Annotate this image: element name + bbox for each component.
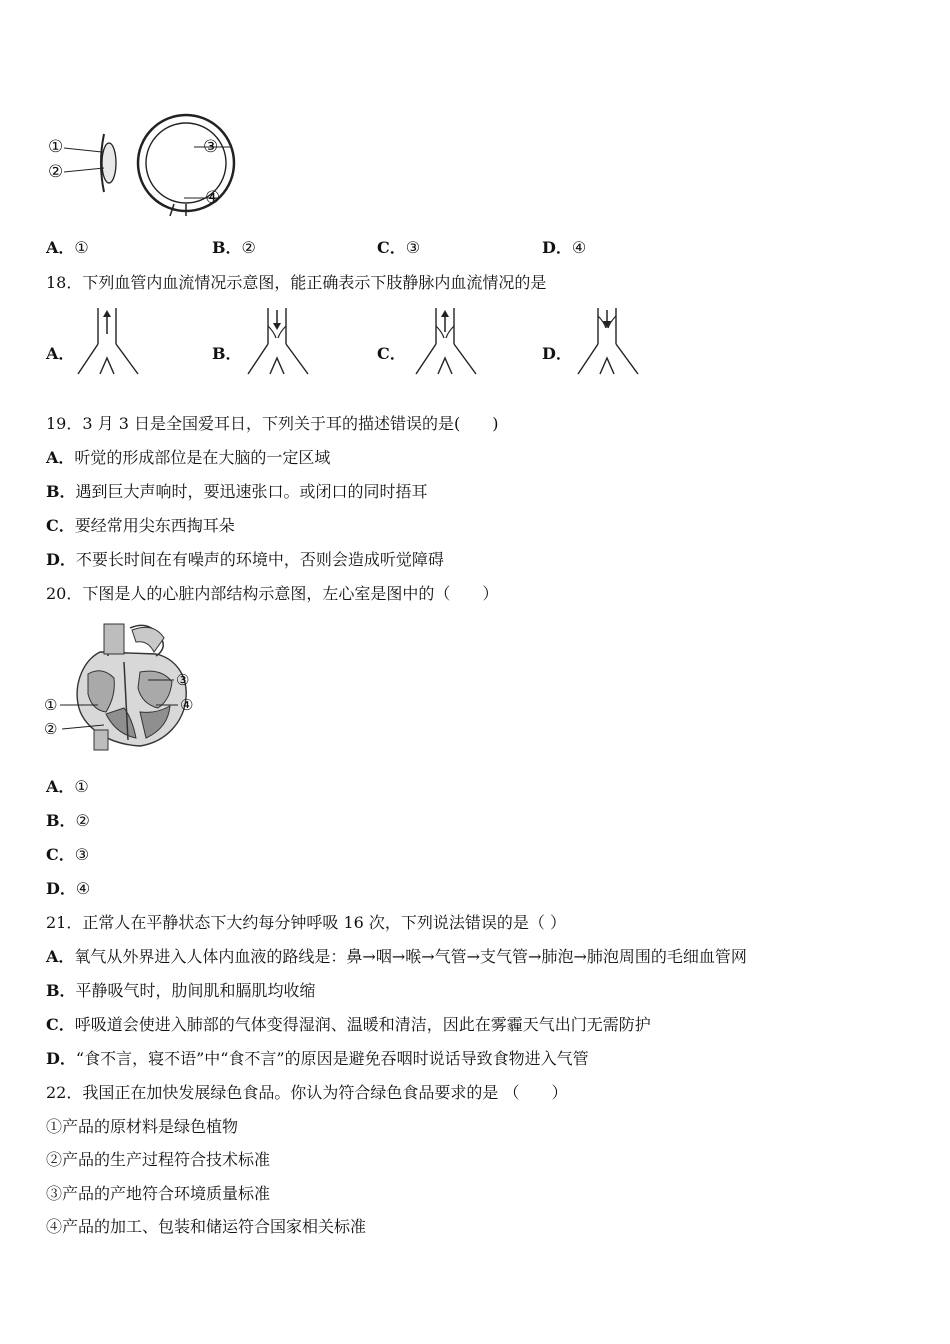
option-text: ① [74,777,89,796]
q22-item-1: ①产品的原材料是绿色植物 [46,1117,239,1136]
option-label: C． [46,516,75,535]
vein-diagram-c[interactable] [414,306,478,378]
q18-option-b[interactable]: B． [212,344,242,363]
option-text: 要经常用尖东西掏耳朵 [74,516,235,535]
vein-diagram-d[interactable] [576,306,640,378]
option-label: D． [46,550,76,569]
option-label: D． [46,1049,76,1068]
q20-stem: 20．下图是人的心脏内部结构示意图，左心室是图中的（ ） [46,584,499,603]
q21-option-a[interactable] [46,944,747,967]
eye-label-4: ④ [205,188,221,208]
q19-option-d[interactable] [46,547,444,570]
q22-stem: 22．我国正在加快发展绿色食品。你认为符合绿色食品要求的是 （ ） [46,1083,568,1102]
eye-label-2: ② [48,162,64,182]
option-text: 氧气从外界进入人体内血液的路线是：鼻→咽→喉→气管→支气管→肺泡→肺泡周围的毛细血管网 [74,947,747,966]
q20-option-c[interactable] [46,842,89,865]
option-text: ③ [74,845,90,864]
option-text: “食不言，寝不语”中“食不言”的原因是避免吞咽时说话导致食物进入气管 [75,1049,589,1068]
q17-option-a[interactable] [46,235,89,258]
option-label: A． [46,238,75,257]
heart-label-2: ② [44,720,58,738]
option-text: ④ [75,879,91,898]
q19-option-c[interactable] [46,513,235,536]
q20-option-d[interactable] [46,876,90,899]
option-text: ③ [405,238,421,257]
q20-option-a[interactable] [46,774,89,797]
q19-option-a[interactable] [46,445,330,468]
q21-stem: 21．正常人在平静状态下大约每分钟呼吸 16 次，下列说法错误的是（ ） [46,913,566,932]
q19-option-b[interactable] [46,479,428,502]
heart-label-4: ④ [180,696,194,714]
option-label: B． [46,811,76,830]
option-label: B． [212,238,242,257]
heart-label-1: ① [44,696,58,714]
option-text: 遇到巨大声响时，要迅速张口。或闭口的同时捂耳 [75,482,428,501]
option-text: 不要长时间在有噪声的环境中，否则会造成听觉障碍 [75,550,444,569]
option-text: ④ [571,238,587,257]
option-label: A． [46,777,75,796]
q17-option-d[interactable] [542,235,586,258]
option-text: ① [74,238,89,257]
q18-option-a[interactable]: A． [46,344,75,363]
option-label: C． [377,238,406,257]
option-text: 平静吸气时，肋间肌和膈肌均收缩 [75,981,316,1000]
q19-stem: 19．3 月 3 日是全国爱耳日，下列关于耳的描述错误的是( ) [46,414,499,433]
q18-option-d[interactable]: D． [542,344,572,363]
q20-option-b[interactable] [46,808,90,831]
q22-item-3: ③产品的产地符合环境质量标准 [46,1184,271,1203]
q18-stem: 18．下列血管内血流情况示意图，能正确表示下肢静脉内血流情况的是 [46,273,547,292]
option-label: D． [542,238,572,257]
option-label: D． [46,879,76,898]
option-text: 呼吸道会使进入肺部的气体变得湿润、温暖和清洁，因此在雾霾天气出门无需防护 [74,1015,651,1034]
heart-label-3: ③ [176,671,190,689]
q21-option-d[interactable] [46,1046,589,1069]
option-label: A． [46,448,75,467]
option-label: B． [46,482,76,501]
eye-label-3: ③ [203,137,219,157]
option-label: C． [46,1015,75,1034]
vein-diagram-b[interactable] [246,306,310,378]
option-text: ② [241,238,256,257]
q18-option-c[interactable]: C． [377,344,406,363]
vein-diagram-a[interactable] [76,306,140,378]
q22-item-4: ④产品的加工、包装和储运符合国家相关标准 [46,1217,367,1236]
option-text: ② [75,811,90,830]
q21-option-c[interactable] [46,1012,651,1035]
q17-option-b[interactable] [212,235,256,258]
option-text: 听觉的形成部位是在大脑的一定区域 [74,448,331,467]
q17-option-c[interactable] [377,235,420,258]
option-label: C． [46,845,75,864]
option-label: A． [46,947,75,966]
q22-item-2: ②产品的生产过程符合技术标准 [46,1150,271,1169]
eye-label-1: ① [48,137,64,157]
q21-option-b[interactable] [46,978,316,1001]
option-label: B． [46,981,76,1000]
